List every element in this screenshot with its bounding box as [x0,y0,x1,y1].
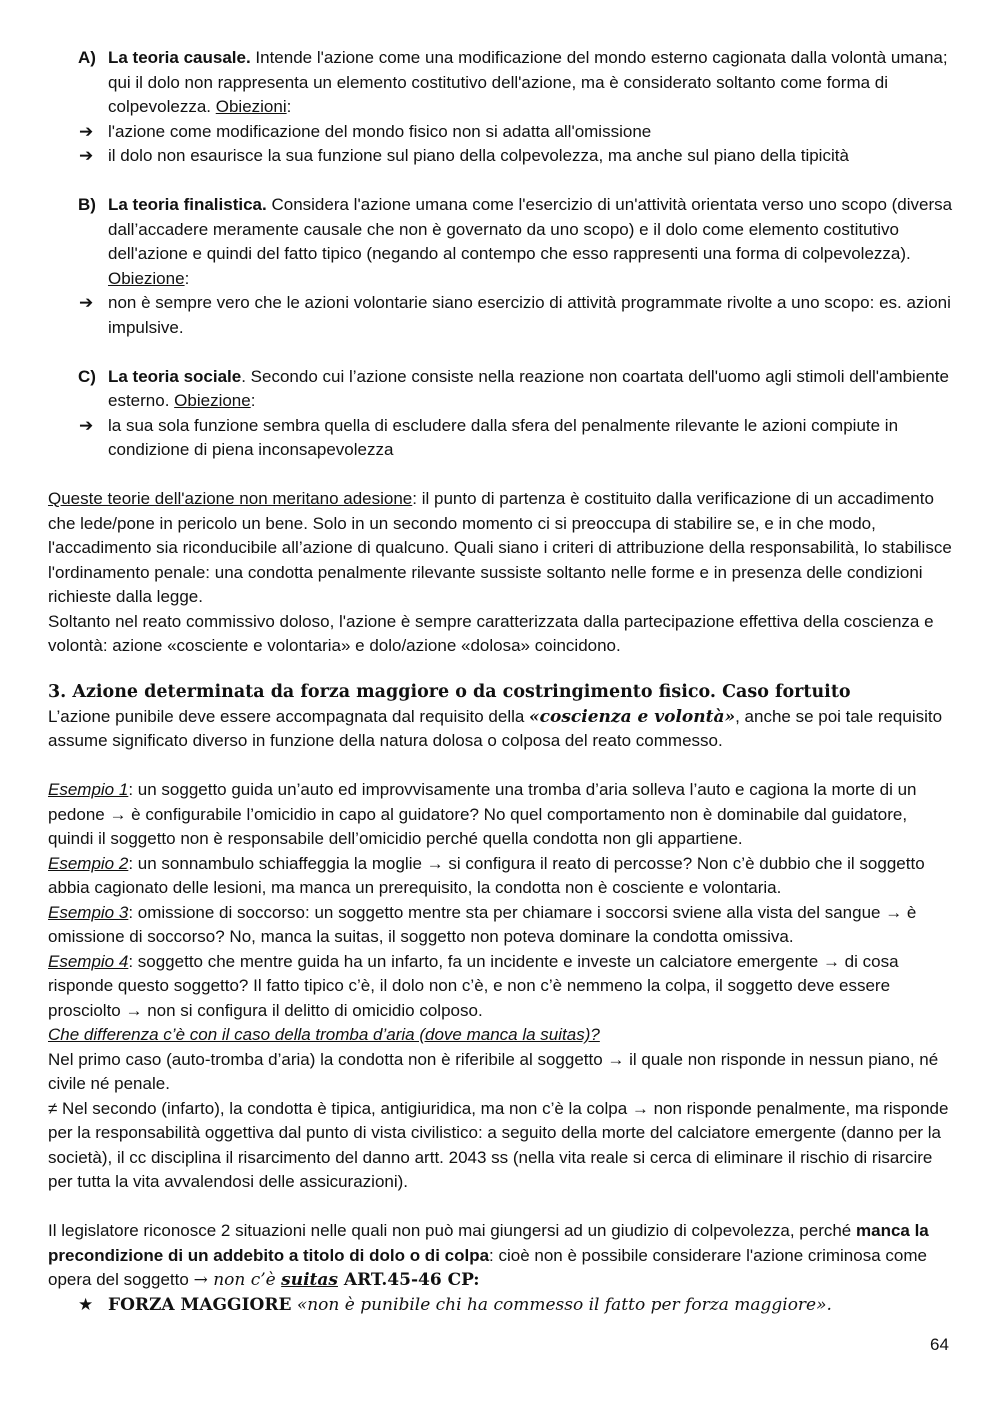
conclusion-paragraph: Queste teorie dell'azione non meritano adesione: il punto di partenza è costituito dalla verificazione di un accadimento che lede/pone in pericolo un bene. Solo in un secondo momento ci si preoccupa di stabilire se, e in che modo, l'accadimento sia riconducibile all’azione di qualcuno. Quali siano i criteri di attribuzione della responsabilità, lo stabilisce l'ordinamento penale: una condotta penalmente rilevante sussiste soltanto nelle forme e in presenza delle condizioni richieste dalla legge. [48,489,952,606]
objection-label: Obiezione [108,268,185,288]
bullet-item: ➔ l'azione come modificazione del mondo fisico non si adatta all'omissione [48,120,956,145]
star-title: FORZA MAGGIORE [108,1294,292,1315]
objection-label: Obiezioni [215,97,287,116]
difference-question: Che differenza c’è con il caso della tromba d’aria (dove manca la suitas)? [48,1025,600,1044]
theory-marker: B) [78,195,96,214]
difference-paragraph-1: Nel primo caso (auto-tromba d’aria) la condotta non è riferibile al soggetto → il quale non risponde in nessun piano, né civile né penale. [48,1049,939,1093]
arrow-icon: ➔ [79,121,94,141]
example-label: Esempio 1 [48,780,129,799]
theory-a: A) La teoria causale. Intende l'azione come una modificazione del mondo esterno cagionata dalla volontà umana; qui il dolo non rappresenta un elemento costitutivo dell'azione, ma è considerato soltanto come forma di colpevolezza. Obiezioni: [78,48,948,116]
legislator-paragraph: Il legislatore riconosce 2 situazioni nelle quali non può mai giungersi ad un giudizio di colpevolezza, perché manca la precondizione di un addebito a titolo di dolo o di colpa: cioè non è possibile considerare l'azione criminosa come opera del soggetto → non c’è suitas ART.45-46 CP: [48,1221,929,1290]
objection-label: Obiezione [174,391,251,410]
example-label: Esempio 3 [48,902,129,922]
difference-paragraph-2: ≠ Nel secondo (infarto), la condotta è tipica, antigiuridica, ma non c’è la colpa → non risponde penalmente, ma risponde per la responsabilità oggettiva dal punto di vista civilistico: a seguito della morte del calciatore emergente (danno per la società), il cc disciplina il risarcimento del danno artt. 2043 ss (nella vita reale si cerca di eliminare il rischio di risarcire per tutta la vita avvalendosi delle assicurazioni). [48,1098,949,1191]
arrow-icon: ➔ [79,293,94,312]
bullet-item: ➔ la sua sola funzione sembra quella di escludere dalla sfera del penalmente rilevante le azioni compiute in condizione di piena inconsapevolezza [79,415,899,459]
suitas-term: suitas [281,1270,338,1290]
section-intro: L’azione punibile deve essere accompagnata dal requisito della «coscienza e volontà», anche se poi tale requisito assume significato diverso in funzione della natura dolosa o colposa del reato commesso. [48,706,943,750]
theory-text: . Secondo cui l’azione consiste nella reazione non coartata dell'uomo agli stimoli dell'ambiente esterno. [108,366,949,410]
arrow-icon: ➔ [79,415,94,435]
conclusion-underlined: Queste teorie dell'azione non meritano adesione [48,489,413,508]
section-heading: 3. Azione determinata da forza maggiore o da costringimento fisico. Caso fortuito [48,681,851,702]
bullet-item: ➔ non è sempre vero che le azioni volontarie siano esercizio di attività programmate rivolte a uno scopo: es. azioni impulsive. [79,293,951,337]
theory-text: Considera l'azione umana come l'esercizio di un'attività orientata verso uno scopo (diversa dall’accadere meramente causale che non è governato da uno scopo) e il dolo come elemento costitutivo dell'azione e quindi del fatto tipico (negando al contempo che esso rappresenti una forma di colpevolezza). [108,195,953,263]
theory-title: La teoria causale. [108,48,251,67]
example-paragraph: Esempio 1: un soggetto guida un’auto ed improvvisamente una tromba d’aria solleva l’auto e cagiona la morte di un pedone → è configurabile l’omicidio in capo al guidatore? No quel comportamento non è dominabile dal guidatore, quindi il soggetto non è responsabile dell’omicidio perché quella condotta non gli appartiene. [48,780,917,848]
theory-marker: A) [78,48,96,67]
bullet-item: ➔ il dolo non esaurisce la sua funzione sul piano della colpevolezza, ma anche sul piano della tipicità [48,144,956,169]
example-paragraph: Esempio 4: soggetto che mentre guida ha un infarto, fa un incidente e investe un calciatore emergente → di cosa risponde questo soggetto? Il fatto tipico c’è, il dolo non c’è, e non c’è nemmeno la colpa, il soggetto deve essere prosciolto → non si configura il delitto di omicidio colposo. [48,951,899,1020]
legislator-bold: manca la precondizione di un addebito a titolo di dolo o di colpa [48,1221,929,1265]
theory-title: La teoria sociale [108,366,242,386]
theory-b: B) La teoria finalistica. Considera l'azione umana come l'esercizio di un'attività orientata verso uno scopo (diversa dall’accadere meramente causale che non è governato da uno scopo) e il dolo come elemento costitutivo dell'azione e quindi del fatto tipico (negando al contempo che esso rappresenti una forma di colpevolezza). Obiezione: [78,195,953,288]
theory-title: La teoria finalistica. [108,195,267,214]
page-number: 64 [930,1335,949,1354]
star-item [48,1293,956,1318]
arrow-icon: ➔ [79,146,94,165]
example-paragraph: Esempio 2: un sonnambulo schiaffeggia la moglie → si configura il reato di percosse? Non c’è dubbio che il soggetto abbia cagionato delle lesioni, ma manca un prerequisito, la condotta non è cosciente e volontaria. [48,853,925,897]
emphasis: «coscienza e volontà» [529,706,736,727]
star-icon: ★ [78,1294,94,1314]
conclusion-paragraph-2: Soltanto nel reato commissivo doloso, l'azione è sempre caratterizzata dalla partecipazione effettiva della coscienza e volontà: azione «cosciente e volontaria» e dolo/azione «dolosa» coincidono. [48,611,934,655]
example-paragraph: Esempio 3: omissione di soccorso: un soggetto mentre sta per chiamare i soccorsi sviene alla vista del sangue → è omissione di soccorso? No, manca la suitas, il soggetto non poteva dominare la condotta omissiva. [48,902,917,946]
theory-text: Intende l'azione come una modificazione del mondo esterno cagionata dalla volontà umana; qui il dolo non rappresenta un elemento costitutivo dell'azione, ma è considerato soltanto come forma di colpevolezza. [108,48,948,116]
document-page [48,46,956,1317]
star-quote: «non è punibile chi ha commesso il fatto per forza maggiore». [291,1294,832,1315]
article-ref: ART.45-46 CP: [337,1270,480,1290]
example-label: Esempio 2 [48,853,129,873]
example-label: Esempio 4 [48,951,129,971]
theory-marker: C) [78,366,96,386]
theory-c: C) La teoria sociale. Secondo cui l’azione consiste nella reazione non coartata dell'uomo agli stimoli dell'ambiente esterno. Obiezione: [78,366,949,410]
